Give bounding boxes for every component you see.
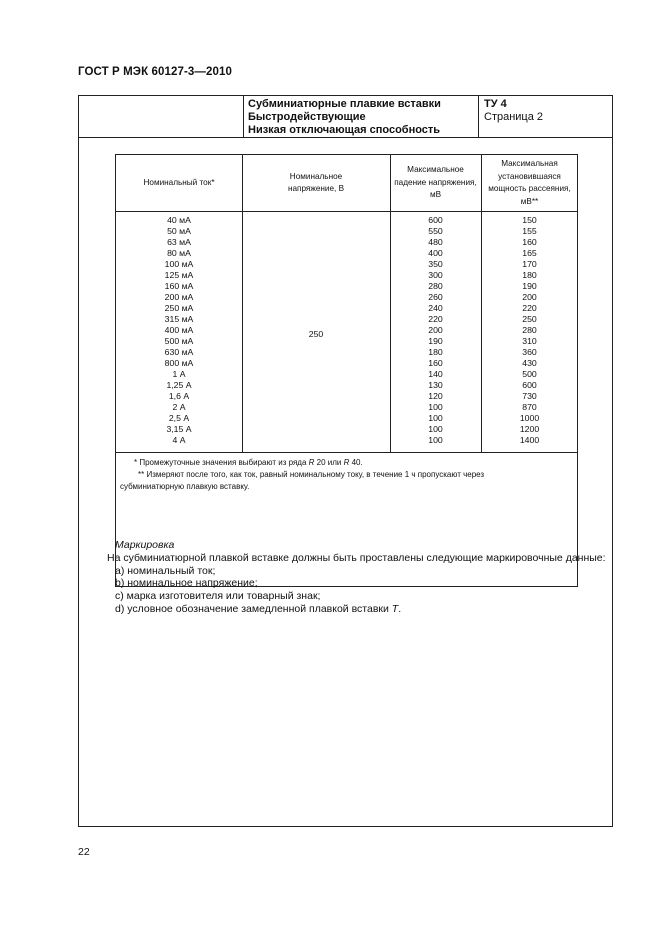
table-cell: 200 <box>522 292 537 302</box>
table-cell: 150 <box>522 215 537 225</box>
title-line: Низкая отключающая способность <box>248 124 441 136</box>
table-cell: 180 <box>522 270 537 280</box>
table-cell: 400 <box>428 248 443 258</box>
table-cell: 310 <box>522 336 537 346</box>
table-cell: 240 <box>428 303 443 313</box>
table-cell: 630 мА <box>164 347 194 357</box>
table-cell: 250 <box>522 314 537 324</box>
title-block-empty-cell <box>79 96 244 137</box>
table-cell: 200 <box>428 325 443 335</box>
max-power-column <box>481 215 578 446</box>
table-cell: 250 мА <box>164 303 194 313</box>
header-max-power: Максимальная установившаяся мощность рассеяния, мВ** <box>488 159 571 206</box>
table-cell: 4 А <box>172 435 186 445</box>
title-line: Быстродействующие <box>248 111 366 123</box>
title-block <box>79 96 612 138</box>
title-line: Субминиатюрные плавкие вставки <box>248 98 441 110</box>
table-cell: 40 мА <box>167 215 191 225</box>
document-header: ГОСТ Р МЭК 60127-3—2010 <box>78 66 232 78</box>
list-item: a) номинальный ток; <box>115 564 216 577</box>
note-1-text: 40. <box>349 458 363 467</box>
list-item-text: d) условное обозначение замедленной плавкой вставки <box>115 602 392 615</box>
list-item: c) марка изготовителя или товарный знак; <box>115 590 321 603</box>
table-cell: 2 А <box>172 402 186 412</box>
table-cell: 300 <box>428 270 443 280</box>
section-title: Маркировка <box>115 539 175 551</box>
table-cell: 190 <box>428 336 443 346</box>
table-cell: 1 А <box>172 369 186 379</box>
table-cell: 480 <box>428 237 443 247</box>
table-cell: 600 <box>522 380 537 390</box>
table-cell: 200 мА <box>164 292 194 302</box>
section-paragraph: На субминиатюрной плавкой вставке должны быть проставлены следующие маркировочные данные: <box>107 551 606 564</box>
table-cell: 160 <box>428 358 443 368</box>
time-lag-symbol: T <box>391 602 399 615</box>
page-number: 22 <box>78 846 90 858</box>
table-cell: 550 <box>428 226 443 236</box>
series-symbol: R <box>343 458 350 467</box>
table-cell: 1,6 А <box>168 391 190 401</box>
table-cell: 350 <box>428 259 443 269</box>
table-cell: 1,25 А <box>166 380 192 390</box>
table-cell: 280 <box>428 281 443 291</box>
sheet-page: Страница 2 <box>484 111 544 123</box>
table-cell: 80 мА <box>167 248 191 258</box>
table-cell: 430 <box>522 358 537 368</box>
table-cell: 160 <box>522 237 537 247</box>
table-notes <box>120 457 570 493</box>
table-cell: 160 мА <box>164 281 194 291</box>
table-cell: 100 <box>428 435 443 445</box>
table-note-2: ** Измеряют после того, как ток, равный номинальному току, в течение 1 ч пропускают через <box>138 470 485 479</box>
fuse-data-table <box>115 154 578 587</box>
table-cell: 220 <box>522 303 537 313</box>
series-symbol: R <box>308 458 315 467</box>
table-cell: 130 <box>428 380 443 390</box>
header-rated-voltage: Номинальное напряжение, В <box>287 171 345 193</box>
page-frame <box>78 95 613 827</box>
table-cell: 180 <box>428 347 443 357</box>
header-divider <box>116 211 577 212</box>
marking-section <box>79 539 614 616</box>
note-1-text: 20 или <box>314 458 344 467</box>
max-voltage-drop-column <box>390 215 481 446</box>
table-cell: 260 <box>428 292 443 302</box>
table-cell: 170 <box>522 259 537 269</box>
table-cell: 800 мА <box>164 358 194 368</box>
table-cell: 50 мА <box>167 226 191 236</box>
table-cell: 2,5 А <box>168 413 190 423</box>
table-cell: 500 мА <box>164 336 194 346</box>
table-cell: 3,15 А <box>166 424 192 434</box>
table-cell: 100 <box>428 424 443 434</box>
table-cell: 360 <box>522 347 537 357</box>
table-cell: 63 мА <box>167 237 191 247</box>
table-cell: 280 <box>522 325 537 335</box>
table-note-2-cont: субминиатюрную плавкую вставку. <box>120 482 250 491</box>
table-cell: 730 <box>522 391 537 401</box>
table-cell: 165 <box>522 248 537 258</box>
table-cell: 600 <box>428 215 443 225</box>
rated-voltage-value: 250 <box>308 329 324 339</box>
table-cell: 100 <box>428 402 443 412</box>
table-cell: 220 <box>428 314 443 324</box>
table-cell: 1400 <box>519 435 540 445</box>
table-cell: 120 <box>428 391 443 401</box>
rated-current-column <box>116 215 242 446</box>
list-item-text: . <box>398 602 402 615</box>
sheet-code: ТУ 4 <box>484 98 507 110</box>
table-cell: 140 <box>428 369 443 379</box>
table-cell: 315 мА <box>164 314 194 324</box>
header-rated-current: Номинальный ток* <box>143 177 215 187</box>
table-cell: 870 <box>522 402 537 412</box>
table-cell: 100 мА <box>164 259 194 269</box>
note-1-text: * Промежуточные значения выбирают из ряда <box>134 458 309 467</box>
table-note-1 <box>120 457 570 469</box>
header-max-voltage-drop: Максимальное падение напряжения, мВ <box>394 165 477 200</box>
table-cell: 1000 <box>519 413 540 423</box>
notes-divider <box>116 452 577 453</box>
table-cell: 400 мА <box>164 325 194 335</box>
list-item: b) номинальное напряжение; <box>115 577 258 590</box>
table-cell: 190 <box>522 281 537 291</box>
title-block-name <box>244 96 479 137</box>
table-cell: 1200 <box>519 424 540 434</box>
list-item <box>79 603 614 616</box>
table-cell: 125 мА <box>164 270 194 280</box>
table-cell: 100 <box>428 413 443 423</box>
title-block-sheet <box>479 96 614 137</box>
table-cell: 155 <box>522 226 537 236</box>
table-cell: 500 <box>522 369 537 379</box>
